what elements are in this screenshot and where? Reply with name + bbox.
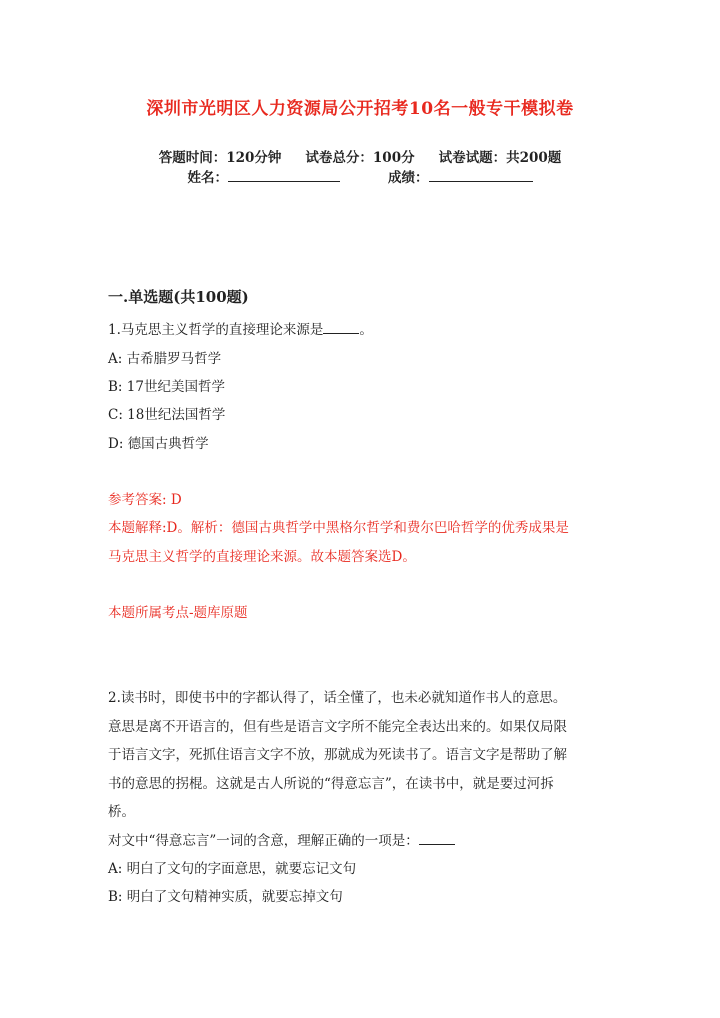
question-2-option-b: B: 明白了文句精神实质，就要忘掉文句 xyxy=(108,889,343,905)
question-2-passage-line-4: 书的意思的拐棍。这就是古人所说的“得意忘言”，在读书中，就是要过河拆 xyxy=(108,776,554,792)
question-1-explanation-line-1: 本题解释:D。解析：德国古典哲学中黑格尔哲学和费尔巴哈哲学的优秀成果是 xyxy=(108,520,569,536)
answer-blank xyxy=(323,320,359,334)
exam-time: 答题时间：120分钟 xyxy=(158,150,282,166)
question-1-option-c: C: 18世纪法国哲学 xyxy=(108,407,226,423)
question-1-option-a: A: 古希腊罗马哲学 xyxy=(108,351,222,367)
score-label: 成绩： xyxy=(388,170,429,186)
name-blank xyxy=(228,167,340,182)
question-1-answer: 参考答案: D xyxy=(108,492,182,508)
question-2-passage-line-1: 2.读书时，即使书中的字都认得了，话全懂了，也未必就知道作书人的意思。 xyxy=(108,690,567,706)
name-label: 姓名： xyxy=(187,170,228,186)
exam-total-score: 试卷总分：100分 xyxy=(305,150,415,166)
question-1-source: 本题所属考点-题库原题 xyxy=(108,605,248,621)
section-heading: 一.单选题(共100题) xyxy=(108,288,249,306)
question-1-option-b: B: 17世纪美国哲学 xyxy=(108,379,225,395)
exam-info-line xyxy=(0,146,720,166)
candidate-info-line xyxy=(0,166,720,186)
question-2-passage-line-2: 意思是离不开语言的，但有些是语言文字所不能完全表达出来的。如果仅局限 xyxy=(108,719,567,735)
question-1-option-d: D: 德国古典哲学 xyxy=(108,436,209,452)
question-1-stem: 1.马克思主义哲学的直接理论来源是 。 xyxy=(108,322,373,338)
score-blank xyxy=(429,167,533,182)
answer-blank xyxy=(419,831,455,845)
question-2-passage-line-3: 于语言文字，死抓住语言文字不放，那就成为死读书了。语言文字是帮助了解 xyxy=(108,747,567,763)
question-1-explanation-line-2: 马克思主义哲学的直接理论来源。故本题答案选D。 xyxy=(108,549,416,565)
question-2-option-a: A: 明白了文句的字面意思，就要忘记文句 xyxy=(108,861,357,877)
exam-title: 深圳市光明区人力资源局公开招考10名一般专干模拟卷 xyxy=(146,99,574,119)
question-2-stem: 对文中“得意忘言”一词的含意，理解正确的一项是： xyxy=(108,829,455,849)
question-2-passage-line-5: 桥。 xyxy=(108,804,135,820)
exam-question-count: 试卷试题：共200题 xyxy=(438,150,562,166)
